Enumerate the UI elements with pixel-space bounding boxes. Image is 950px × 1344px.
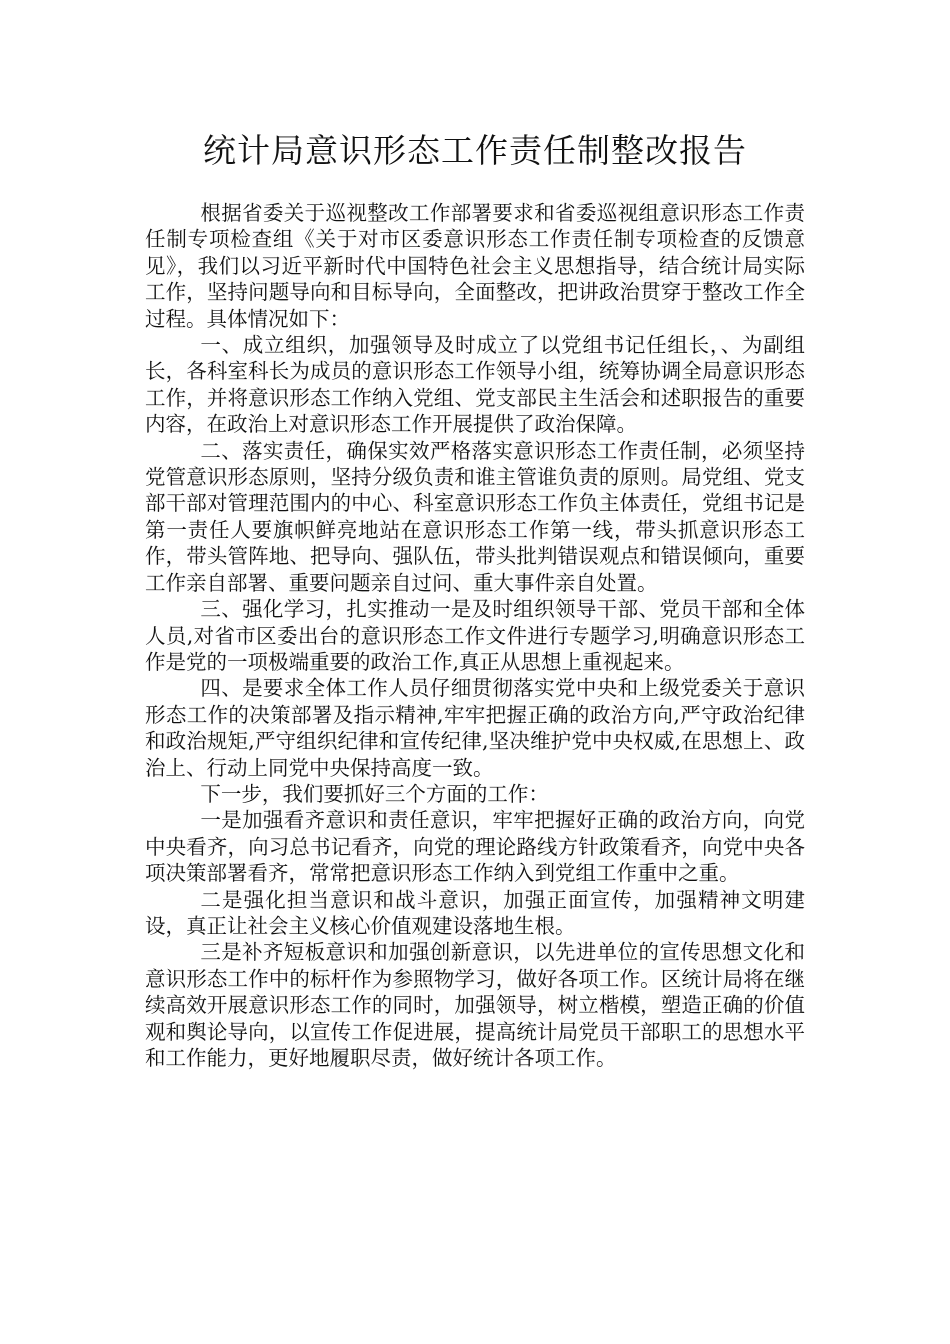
document-body (145, 200, 805, 1071)
paragraph-section-3: 三、强化学习，扎实推动一是及时组织领导干部、党员干部和全体人员,对省市区委出台的意识形态工作文件进行专题学习,明确意识形态工作是党的一项极端重要的政治工作,真正从思想上重视起来。 (145, 597, 805, 674)
paragraph-intro: 根据省委关于巡视整改工作部署要求和省委巡视组意识形态工作责任制专项检查组《关于对市区委意识形态工作责任制专项检查的反馈意见》，我们以习近平新时代中国特色社会主义思想指导，结合统计局实际工作，坚持问题导向和目标导向，全面整改，把讲政治贯穿于整改工作全过程。具体情况如下： (145, 201, 805, 331)
document-title: 统计局意识形态工作责任制整改报告 (203, 131, 747, 170)
paragraph-section-2: 二、落实责任，确保实效严格落实意识形态工作责任制，必须坚持党管意识形态原则，坚持分级负责和谁主管谁负责的原则。局党组、党支部干部对管理范围内的中心、科室意识形态工作负主体责任，党组书记是第一责任人要旗帜鲜亮地站在意识形态工作第一线，带头抓意识形态工作，带头管阵地、把导向、强队伍，带头批判错误观点和错误倾向，重要工作亲自部署、重要问题亲自过问、重大事件亲自处置。 (145, 438, 805, 595)
paragraph-section-1: 一、成立组织，加强领导及时成立了以党组书记任组长，、为副组长，各科室科长为成员的意识形态工作领导小组，统筹协调全局意识形态工作，并将意识形态工作纳入党组、党支部民主生活会和述职报告的重要内容，在政治上对意识形态工作开展提供了政治保障。 (145, 333, 805, 437)
paragraph-next-step-1: 一是加强看齐意识和责任意识，牢牢把握好正确的政治方向，向党中央看齐，向习总书记看齐，向党的理论路线方针政策看齐，向党中央各项决策部署看齐，常常把意识形态工作纳入到党组工作重中之重。 (145, 808, 805, 886)
paragraph-section-4: 四、是要求全体工作人员仔细贯彻落实党中央和上级党委关于意识形态工作的决策部署及指示精神,牢牢把握正确的政治方向,严守政治纪律和政治规矩,严守组织纪律和宣传纪律,坚决维护党中央权威,在思想上、政治上、行动上同党中央保持高度一致。 (145, 676, 805, 780)
paragraph-next-steps: 下一步，我们要抓好三个方面的工作： (200, 781, 549, 806)
paragraph-next-step-3: 三是补齐短板意识和加强创新意识，以先进单位的宣传思想文化和意识形态工作中的标杆作为参照物学习，做好各项工作。区统计局将在继续高效开展意识形态工作的同时，加强领导，树立楷模，塑造正确的价值观和舆论导向，以宣传工作促进展，提高统计局党员干部职工的思想水平和工作能力，更好地履职尽责，做好统计各项工作。 (145, 940, 805, 1070)
paragraph-next-step-2: 二是强化担当意识和战斗意识，加强正面宣传，加强精神文明建设，真正让社会主义核心价值观建设落地生根。 (145, 887, 805, 938)
